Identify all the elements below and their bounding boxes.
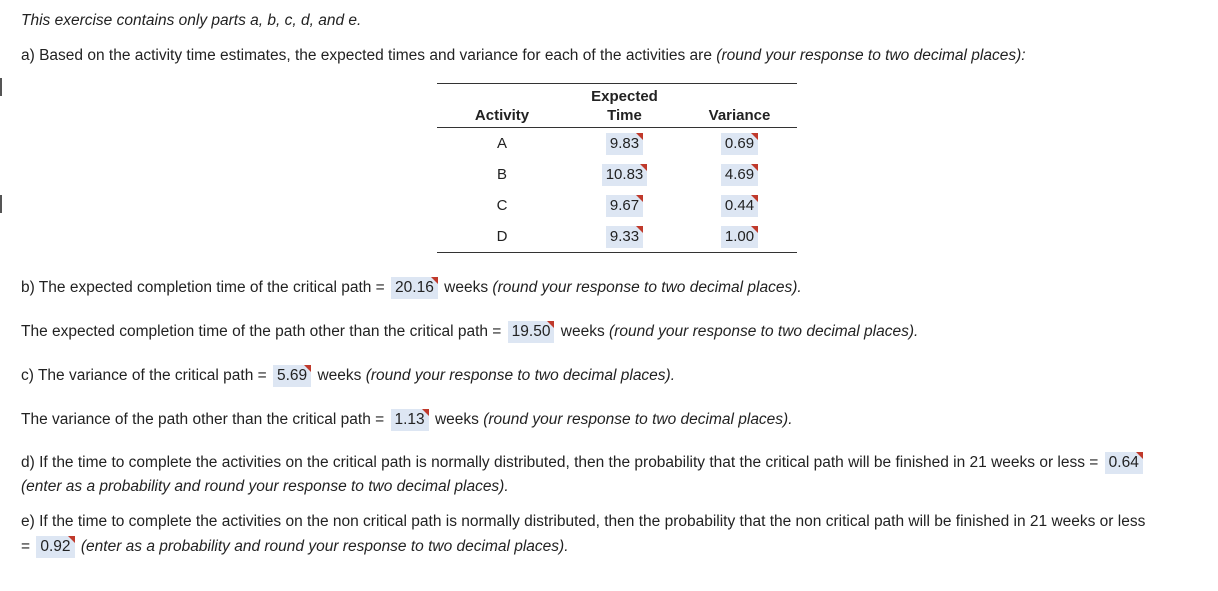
activity-cell: A (496, 135, 507, 152)
table-row (437, 159, 797, 190)
header-variance: Variance (682, 84, 797, 128)
expected-time-answer[interactable]: 9.83 (606, 133, 643, 155)
part-e-line: e) If the time to complete the activities on the non critical path is normally distributed, then the probability that the non critical path will be finished in 21 weeks or less (21, 513, 1146, 530)
critical-path-variance-answer[interactable]: 5.69 (273, 365, 311, 387)
page-edge-marker (0, 78, 2, 96)
table-row (437, 190, 797, 221)
activity-cell: C (496, 197, 508, 214)
expected-time-answer[interactable]: 10.83 (602, 164, 648, 186)
activity-cell: D (496, 228, 508, 245)
expected-time-answer[interactable]: 9.67 (606, 195, 643, 217)
page-edge-marker (0, 195, 2, 213)
other-path-time-answer[interactable]: 19.50 (508, 321, 555, 343)
part-a-line (21, 46, 1026, 66)
critical-path-probability-answer[interactable]: 0.64 (1105, 452, 1143, 474)
other-path-variance-answer[interactable]: 1.13 (391, 409, 429, 431)
part-d-hint: (enter as a probability and round your response to two decimal places). (21, 478, 509, 495)
activity-cell: B (496, 166, 507, 183)
part-a-text: a) Based on the activity time estimates, the expected times and variance for each of the activities are (21, 47, 717, 64)
variance-answer[interactable]: 0.69 (721, 133, 758, 155)
part-c-critical-line: c) The variance of the critical path = 5.69 weeks (round your response to two decimal places). (21, 365, 675, 387)
part-b-critical-line: b) The expected completion time of the critical path = 20.16 weeks (round your response to two decimal places). (21, 277, 802, 299)
intro-text: This exercise contains only parts a, b, c, d, and e. (21, 12, 362, 29)
part-c-other-line: The variance of the path other than the critical path = 1.13 weeks (round your response to two decimal places). (21, 409, 793, 431)
part-b-other-line: The expected completion time of the path other than the critical path = 19.50 weeks (round your response to two decimal places). (21, 321, 918, 343)
part-a-hint: (round your response to two decimal places): (716, 47, 1026, 64)
expected-time-answer[interactable]: 9.33 (606, 226, 643, 248)
header-expected-time: Expected Time (567, 84, 682, 128)
variance-answer[interactable]: 4.69 (721, 164, 758, 186)
variance-answer[interactable]: 1.00 (721, 226, 758, 248)
part-e-answer-line: = 0.92 (enter as a probability and round your response to two decimal places). (21, 536, 569, 558)
non-critical-path-probability-answer[interactable]: 0.92 (36, 536, 74, 558)
critical-path-time-answer[interactable]: 20.16 (391, 277, 438, 299)
activity-table (437, 83, 797, 253)
variance-answer[interactable]: 0.44 (721, 195, 758, 217)
table-row (437, 128, 797, 160)
part-d-line: d) If the time to complete the activities on the critical path is normally distributed, then the probability that the critical path will be finished in 21 weeks or less = 0.64 (21, 452, 1145, 474)
table-row (437, 221, 797, 253)
header-activity: Activity (437, 84, 567, 128)
